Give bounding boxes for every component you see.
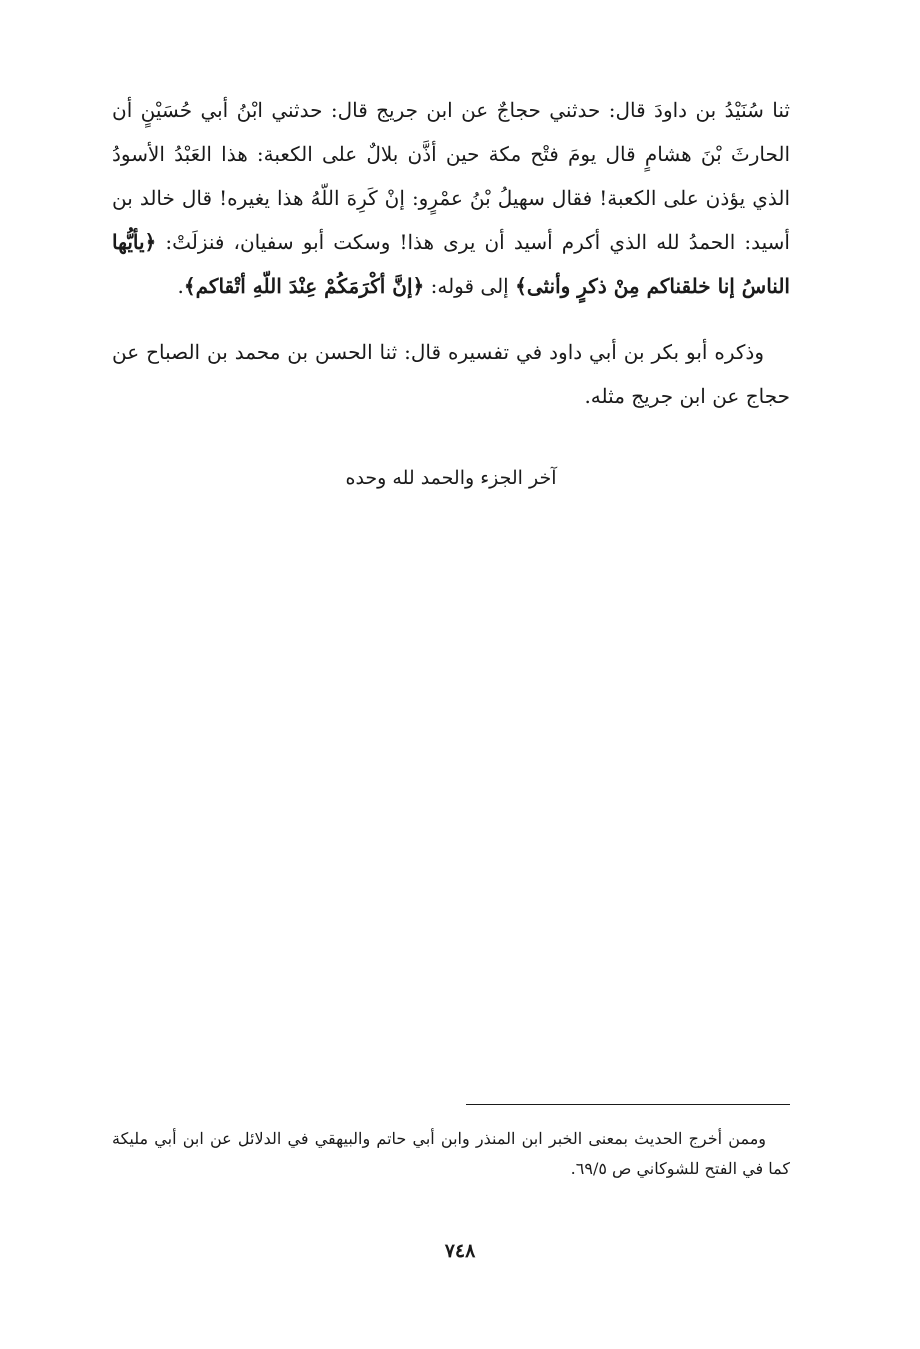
page-number: ٧٤٨ [444,1240,476,1262]
footnote-divider [466,1104,790,1105]
paragraph-hadith [112,88,790,308]
main-text [112,88,790,418]
paragraph-hadith-end: . [177,274,184,298]
section-ending: آخر الجزء والحمد لله وحده [345,467,557,489]
quran-verse-2: ﴿إنَّ أكْرَمَكُمْ عِنْدَ اللّهِ أتْقاكم﴾ [183,274,425,298]
paragraph-tafsir: وذكره أبو بكر بن أبي داود في تفسيره قال: ثنا الحسن بن محمد بن الصباح عن حجاج عن ابن جريج مثله. [112,340,790,408]
footnote: وممن أخرج الحديث بمعنى الخبر ابن المنذر وابن أبي حاتم والبيهقي في الدلائل عن ابن أبي مليكة كما في الفتح للشوكاني ص ٦٩/٥. [112,1129,790,1178]
paragraph-hadith-continuation: إلى قوله: [430,274,509,298]
paragraph-hadith-text: ثنا سُنَيْدُ بن داودَ قال: حدثني حجاجٌ عن ابن جريج قال: حدثني ابْنُ أبي حُسَيْنٍ أن الحارثَ بْنَ هشامٍ قال يومَ فتْح مكة حين أذَّن بلالٌ على الكعبة: هذا العَبْدُ الأسودُ الذي يؤذن على الكعبة! فقال سهيلُ بْنُ عمْرٍو: إنْ كَرِهَ اللّهُ هذا يغيره! قال خالد بن أسيد: الحمدُ لله الذي أكرم أسيد أن يرى هذا! وسكت أبو سفيان، فنزلَتْ: [112,98,790,254]
quran-verse-1: ﴿يأيُّها الناسُ إنا خلقناكم مِنْ ذكرٍ وأنثى﴾ [112,230,790,298]
